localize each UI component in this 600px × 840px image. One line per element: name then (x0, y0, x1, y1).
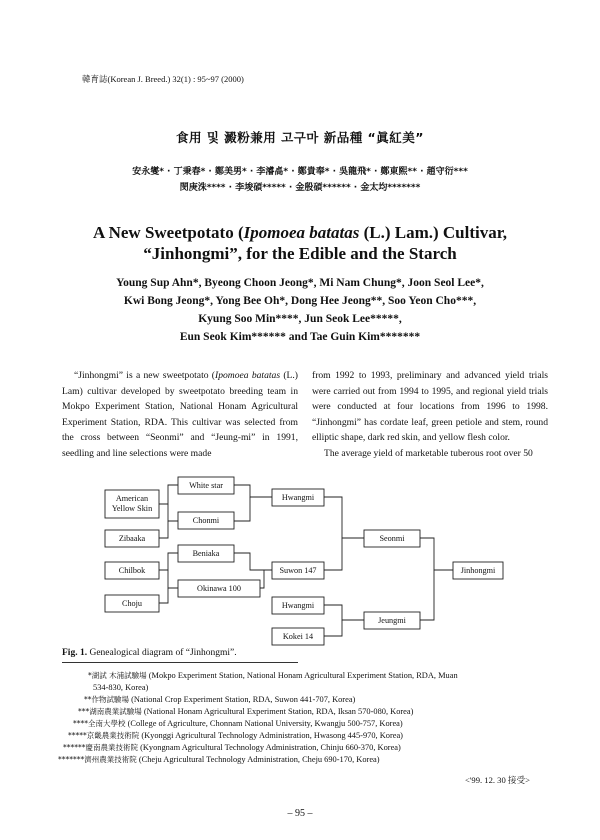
body-paragraph (62, 368, 298, 461)
affiliation-2 (84, 694, 355, 707)
label-seonmi: Seonmi (379, 534, 405, 543)
label-hwangmi-bottom: Hwangmi (281, 601, 315, 610)
body-column-right (312, 368, 548, 461)
affiliation-text: (Kyongnam Agricultural Technology Administration, Chinju 660-370, Korea) (138, 743, 401, 752)
affiliation-text: (Cheju Agricultural Technology Administration, Cheju 690-170, Korea) (136, 755, 380, 764)
body-text: “Jinhongmi” is a new sweetpotato ( (74, 370, 215, 381)
affiliation-mark: ***湖南農業試驗場 (78, 707, 142, 716)
label-american: American (115, 494, 149, 503)
pedigree-labels (112, 481, 496, 641)
body-text: (L.) Lam) cultivar developed by sweetpotato breeding team in Mokpo Experiment Station, National Honam Agricultural Experiment Station, RDA. This cultivar was selected from the cross between “Seonmi” and “Jeung-mi” in 1991, seedling and line selections were made (62, 370, 299, 459)
affiliation-text: (Kyonggi Agricultural Technology Administration, Hwasong 445-970, Korea) (139, 731, 403, 740)
body-column-left (62, 368, 298, 461)
affiliation-mark: ******慶南農業技術院 (63, 743, 138, 752)
label-jinhongmi: Jinhongmi (460, 566, 496, 575)
body-species: Ipomoea batatas (215, 370, 281, 381)
title-post: (L.) Lam.) Cultivar, (359, 223, 507, 242)
genealogical-diagram (0, 460, 600, 650)
english-title-line-2: “Jinhongmi”, for the Edible and the Starch (143, 244, 457, 263)
label-yellow-skin: Yellow Skin (111, 504, 153, 513)
affiliation-text: (Mokpo Experiment Station, National Honam Agricultural Experiment Station, RDA, Muan (146, 671, 458, 680)
label-okinawa-100: Okinawa 100 (197, 584, 241, 593)
english-title-line-1 (30, 222, 570, 243)
figure-label: Fig. 1. (62, 648, 88, 658)
page-number: – 95 – (287, 808, 313, 819)
figure-caption-text: Genealogical diagram of “Jinhongmi”. (87, 648, 237, 658)
affiliation-text: (College of Agriculture, Chonnam National University, Kwangju 500-757, Korea) (125, 719, 403, 728)
pedigree-connectors (159, 485, 453, 636)
affiliation-text: (National Honam Agricultural Experiment Station, RDA, Iksan 570-080, Korea) (141, 707, 414, 716)
affiliation-text: 534-830, Korea) (93, 683, 149, 692)
label-hwangmi-top: Hwangmi (281, 493, 315, 502)
label-kokei-14: Kokei 14 (282, 632, 314, 641)
korean-title: 食用 및 澱粉兼用 고구마 新品種 “眞紅美” (176, 130, 424, 145)
authors-line-4: Eun Seok Kim****** and Tae Guin Kim******* (179, 331, 421, 343)
title-pre: A New Sweetpotato ( (93, 223, 244, 242)
korean-authors-line-2: 閔庚洙**** · 李埈碩***** · 金殷碩****** · 金太均******* (179, 183, 421, 193)
label-chilbok: Chilbok (118, 566, 146, 575)
authors-line-2: Kwi Bong Jeong*, Yong Bee Oh*, Dong Hee Jeong**, Soo Yeon Cho***, (123, 295, 477, 307)
korean-authors-line-1: 安永燮* · 丁秉春* · 鄭美男* · 李濬卨* · 鄭貴奉* · 吳龍飛* · 鄭東熙** · 趙守衍*** (132, 167, 468, 177)
label-chonmi: Chonmi (192, 516, 220, 525)
affiliation-6 (63, 742, 401, 755)
affiliation-7 (58, 754, 380, 767)
affiliation-1 (88, 670, 458, 683)
authors-line-3: Kyung Soo Min****, Jun Seok Lee*****, (198, 313, 402, 325)
pedigree-boxes (105, 477, 503, 645)
label-suwon-147: Suwon 147 (279, 566, 317, 575)
affiliation-mark: *******濟州農業技術院 (58, 755, 137, 764)
footnote-divider (62, 662, 298, 663)
affiliation-mark: *湖試 木浦試驗場 (88, 671, 147, 680)
affiliation-mark: ****全南大學校 (73, 719, 126, 728)
affiliation-mark: **作物試驗場 (84, 695, 129, 704)
figure-caption (62, 648, 237, 658)
label-beniaka: Beniaka (192, 549, 220, 558)
affiliation-5 (68, 730, 403, 743)
title-species: Ipomoea batatas (243, 223, 360, 242)
label-zibaaka: Zibaaka (118, 534, 146, 543)
label-white-star: White star (189, 481, 223, 490)
body-paragraph: The average yield of marketable tuberous root over 50 (324, 447, 533, 459)
body-paragraph: from 1992 to 1993, preliminary and advanced yield trials were carried out from 1994 to 1995, and regional yield trials were conducted at four locations from 1996 to 1998. “Jinhongmi” has cordate leaf, green petiole and stem, round elliptic shape, dark red skin, and yellow flesh color. (312, 370, 548, 443)
label-jeungmi: Jeungmi (378, 616, 406, 625)
authors-line-1: Young Sup Ahn*, Byeong Choon Jeong*, Mi Nam Chung*, Joon Seol Lee*, (116, 277, 484, 289)
journal-reference: 韓育誌(Korean J. Breed.) 32(1) : 95~97 (2000) (82, 74, 244, 84)
affiliation-3 (78, 706, 413, 719)
received-date: <'99. 12. 30 接受> (465, 775, 530, 785)
affiliation-mark: *****京畿農業技術院 (68, 731, 140, 740)
affiliation-4 (73, 718, 403, 731)
affiliation-1-cont (93, 682, 148, 695)
affiliation-text: (National Crop Experiment Station, RDA, Suwon 441-707, Korea) (129, 695, 356, 704)
label-choju: Choju (121, 599, 143, 608)
